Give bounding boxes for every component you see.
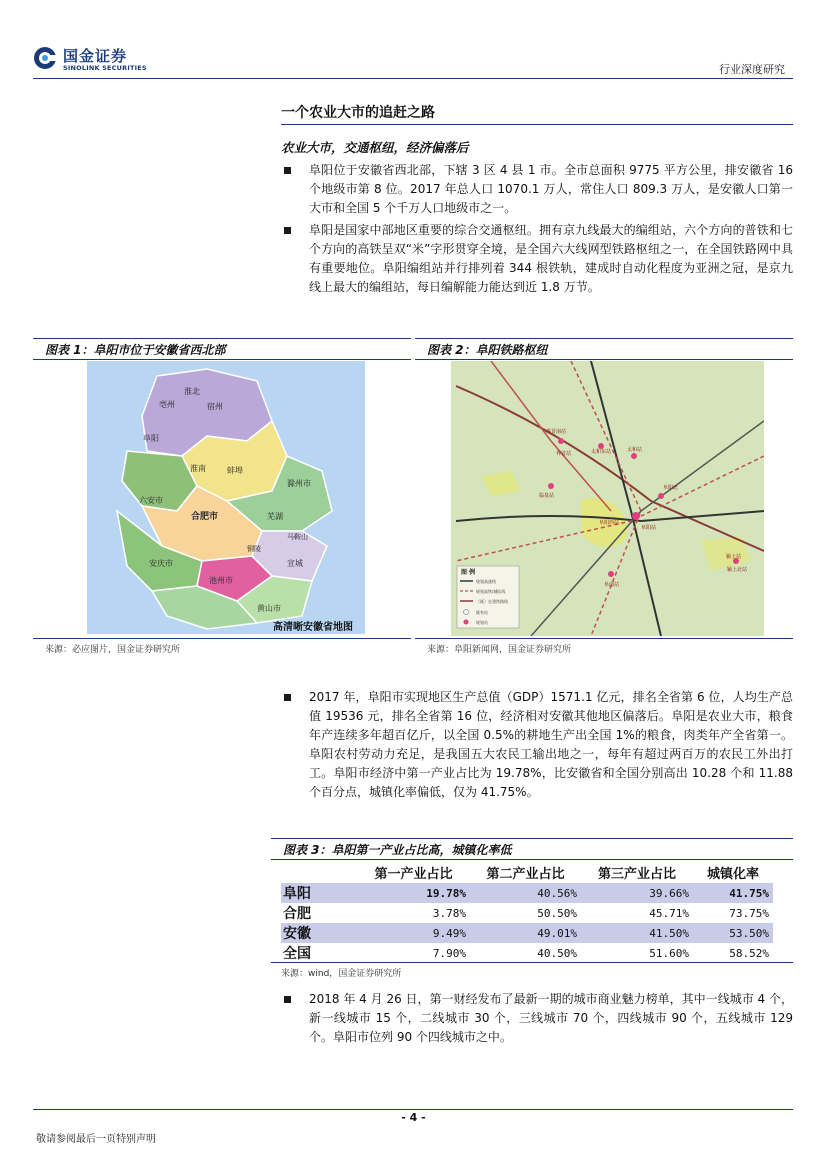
map-label: 六安市: [139, 496, 163, 505]
map-label: 池州市: [209, 576, 233, 585]
map-label: 铜陵: [247, 545, 261, 553]
station-label: 界首南站: [546, 429, 567, 435]
figure1-source: 来源：必应图片，国金证券研究所: [45, 645, 181, 655]
station-label: 阜南站: [604, 582, 620, 588]
legend-title: 图 例: [461, 569, 476, 576]
bullet-square-icon: [284, 227, 291, 234]
column-header: 城镇化率: [693, 862, 773, 883]
row-label: 全国: [281, 943, 357, 963]
row-label: 合肥: [281, 903, 357, 923]
anhui-map-svg: [87, 361, 365, 634]
legend-item: （既）在建铁路线: [476, 599, 508, 604]
row-label: 安徽: [281, 923, 357, 943]
table-row: [281, 923, 773, 943]
fuyang-railway-map-image: [451, 361, 764, 636]
table-row: [281, 903, 773, 923]
map-label: 滁州市: [287, 479, 311, 488]
map-caption: 高清晰安徽省地图: [273, 622, 353, 633]
figure2-bottom-rule: [415, 638, 793, 639]
station-label: 界首站: [556, 451, 572, 457]
table-header-row: [281, 862, 773, 883]
table-cell: 40.50%: [470, 943, 581, 963]
map-label: 阜阳: [143, 434, 159, 443]
map-label: 宿州: [207, 402, 223, 411]
figure2-title: 图表 2：阜阳铁路枢纽: [427, 343, 548, 357]
figure3-title: 图表 3：阜阳第一产业占比高，城镇化率低: [283, 843, 512, 857]
table-row: [281, 943, 773, 963]
station-label: 临泉站: [539, 493, 555, 499]
table-cell: 40.56%: [470, 883, 581, 903]
map-label: 马鞍山: [287, 533, 308, 541]
map-label: 淮南: [190, 464, 206, 473]
table-cell: 58.52%: [693, 943, 773, 963]
sinolink-logo: [33, 44, 163, 76]
table-cell: 7.90%: [357, 943, 470, 963]
bullet-square-icon: [284, 167, 291, 174]
bullet-square-icon: [284, 694, 291, 701]
anhui-map-image: [87, 361, 365, 634]
table-cell: 51.60%: [581, 943, 693, 963]
map-label: 蚌埠: [227, 466, 243, 475]
column-header: 第一产业占比: [357, 862, 470, 883]
report-type-label: 行业深度研究: [719, 63, 785, 76]
row-label: 阜阳: [281, 883, 357, 903]
footer-divider: [33, 1109, 793, 1110]
map-label: 淮北: [184, 387, 200, 396]
table-cell: 41.50%: [581, 923, 693, 943]
table-cell: 41.75%: [693, 883, 773, 903]
station-label: 颍上北站: [727, 567, 748, 573]
station-label: 太和东站: [591, 449, 612, 455]
table-cell: 39.66%: [581, 883, 693, 903]
railway-map-svg: [451, 361, 764, 636]
station-label: 太和站: [627, 447, 643, 453]
station-label: 阜阳西站: [599, 520, 620, 526]
figure3-source: 来源：wind，国金证券研究所: [281, 969, 402, 979]
column-header: 第二产业占比: [470, 862, 581, 883]
table-cell: 9.49%: [357, 923, 470, 943]
logo-mark-icon: [33, 46, 57, 70]
table-row: [281, 883, 773, 903]
legend-item: 规划高速线: [476, 579, 496, 584]
figure1-title-bar: [33, 338, 411, 360]
map-label: 安庆市: [149, 559, 173, 568]
figure1-title: 图表 1：阜阳市位于安徽省西北部: [45, 343, 226, 357]
page-number: - 4 -: [401, 1111, 426, 1124]
table-cell: 50.50%: [470, 903, 581, 923]
figure3-title-bar: [271, 838, 793, 860]
map-legend: [457, 566, 519, 628]
map-label: 合肥市: [191, 512, 219, 522]
column-header: 第三产业占比: [581, 862, 693, 883]
legend-item: 规划站: [476, 620, 488, 625]
bullet-text: 阜阳位于安徽省西北部，下辖 3 区 4 县 1 市。全市总面积 9775 平方公里，排安徽省 16 个地级市第 8 位。2017 年总人口 1070.1 万人，常住人口 809.3 万人，是安徽人口第一大市和全国 5 个千万人口地级市之一。: [309, 163, 793, 215]
figure2-title-bar: [415, 338, 793, 360]
station-label: 颍上站: [726, 554, 742, 560]
figure2-source: 来源：阜阳新闻网，国金证券研究所: [427, 645, 572, 655]
section-subtitle: 农业大市，交通枢纽，经济偏落后: [281, 140, 469, 155]
logo-text-cn: 国金证券: [63, 47, 128, 65]
figure3-bottom-rule: [271, 962, 793, 963]
table-cell: 19.78%: [357, 883, 470, 903]
industry-share-table: [281, 862, 773, 963]
bullet-text: 阜阳是国家中部地区重要的综合交通枢纽。拥有京九线最大的编组站，六个方向的普铁和七个方向的高铁呈双“米”字形贯穿全境，是全国六大线网型铁路枢纽之一，在全国铁路网中具有重要地位。阜阳编组站并行排列着 344 根铁轨，建成时自动化程度为亚洲之冠，是京九线上最大的编组站，每日编解能力能达到近 1.8 万节。: [309, 223, 793, 294]
section-title: 一个农业大市的追赶之路: [281, 105, 435, 121]
table-cell: 45.71%: [581, 903, 693, 923]
table-cell: 53.50%: [693, 923, 773, 943]
bullet-text: 2018 年 4 月 26 日，第一财经发布了最新一期的城市商业魅力榜单，其中一线城市 4 个，新一线城市 15 个，二线城市 30 个，三线城市 70 个，四线城市 90 个，五线城市 129 个。阜阳市位列 90 个四线城市之中。: [309, 992, 793, 1044]
bullet-paragraph-3: [281, 688, 793, 802]
map-label: 芜湖: [267, 512, 283, 521]
station-label: 阜阳北: [663, 485, 679, 491]
section-divider: [281, 124, 793, 125]
page-header: [0, 0, 827, 80]
logo-text-en: SINOLINK SECURITIES: [63, 64, 147, 72]
map-label: 宣城: [287, 559, 303, 568]
bullet-paragraph-1: [281, 161, 793, 218]
bullet-text: 2017 年，阜阳市实现地区生产总值（GDP）1571.1 亿元，排名全省第 6 位，人均生产总值 19536 元，排名全省第 16 位，经济相对安徽其他地区偏落后。阜阳是农业大市，粮食年产连续多年超百亿斤，以全国 0.5%的耕地生产出全国 1%的粮食，肉类年产全省第一。阜阳农村劳动力充足，是我国五大农民工输出地之一，每年有超过两百万的农民工外出打工。阜阳市经济中第一产业占比为 19.78%，比安徽省和全国分别高出 10.28 个和 11.88 个百分点，城镇化率偏低，仅为 41.75%。: [309, 690, 793, 799]
station-label: 阜阳站: [641, 525, 657, 531]
header-divider: [33, 78, 793, 79]
bullet-paragraph-2: [281, 221, 793, 297]
bullet-paragraph-4: [281, 990, 793, 1047]
legend-item: 既有站: [476, 610, 488, 615]
table-cell: 49.01%: [470, 923, 581, 943]
figure1-bottom-rule: [33, 638, 411, 639]
table-corner-cell: [281, 862, 357, 883]
map-label: 黄山市: [257, 604, 281, 613]
legend-item: 规划高铁/城际线: [476, 589, 506, 594]
table-cell: 3.78%: [357, 903, 470, 923]
disclaimer-text: 敬请参阅最后一页特别声明: [36, 1134, 156, 1145]
bullet-square-icon: [284, 996, 291, 1003]
table-cell: 73.75%: [693, 903, 773, 923]
map-label: 亳州: [159, 400, 175, 409]
